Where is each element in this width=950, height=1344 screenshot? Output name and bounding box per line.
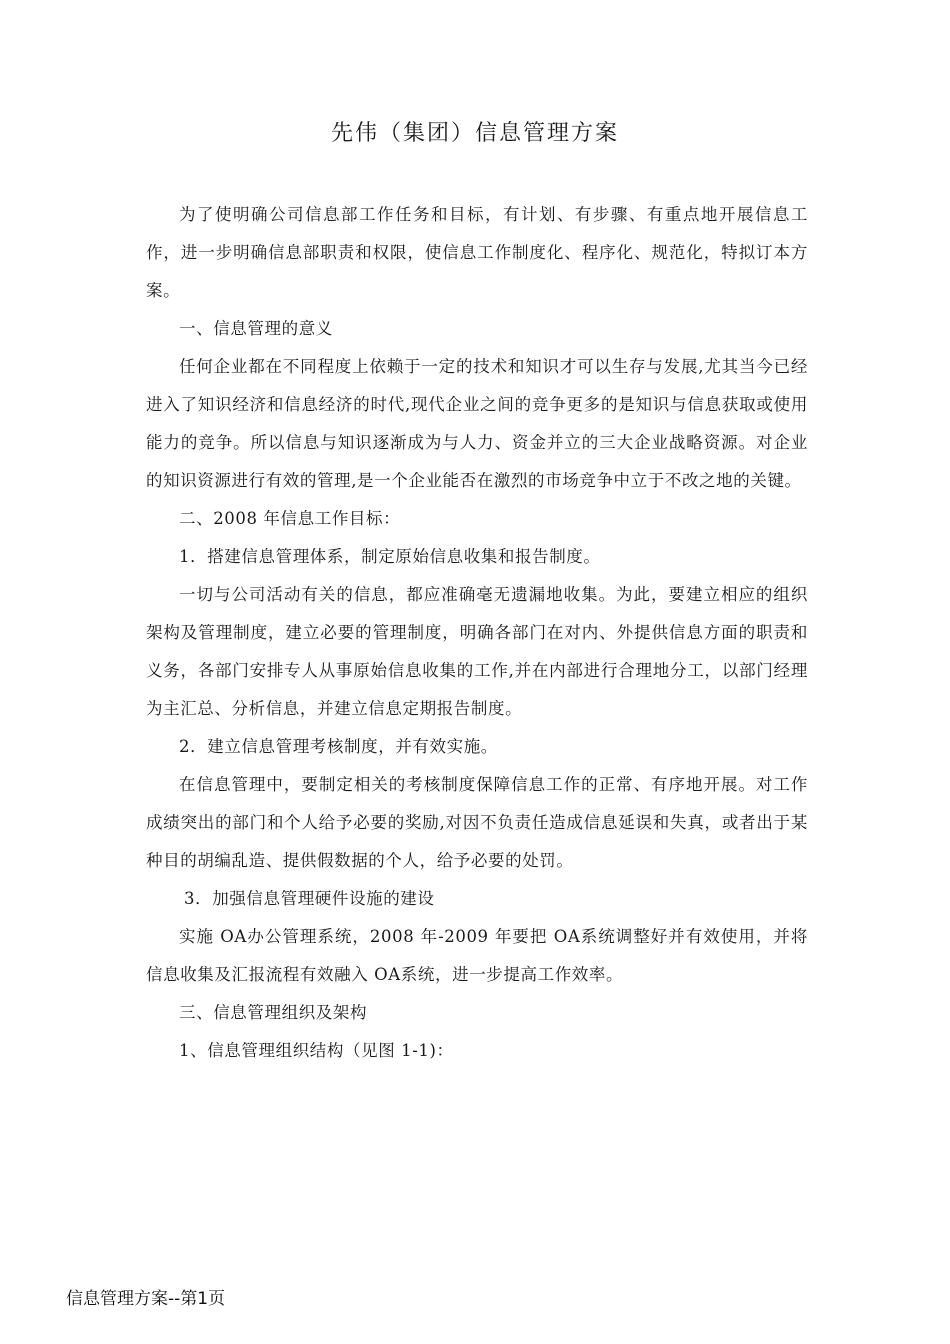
document-title: 先伟（集团）信息管理方案 (330, 121, 619, 146)
page-footer: 信息管理方案--第1页 (66, 1289, 226, 1309)
significance-paragraph: 任何企业都在不同程度上依赖于一定的技术和知识才可以生存与发展,尤其当今已经进入了知识经济和信息经济的时代,现代企业之间的竞争更多的是知识与信息获取或使用能力的竞争。所以信息与知识逐渐成为与人力、资金并立的三大企业战略资源。对企业的知识资源进行有效的管理,是一个企业能否在激烈的市场竞争中立于不改之地的关键。 (146, 357, 808, 490)
goal-item-2-paragraph: 在信息管理中，要制定相关的考核制度保障信息工作的正常、有序地开展。对工作成绩突出的部门和个人给予必要的奖励,对因不负责任造成信息延误和失真，或者出于某种目的胡编乱造、提供假数据的个人，给予必要的处罚。 (146, 775, 808, 870)
goal-item-1-paragraph: 一切与公司活动有关的信息，都应准确毫无遗漏地收集。为此，要建立相应的组织架构及管理制度，建立必要的管理制度，明确各部门在对内、外提供信息方面的职责和义务，各部门安排专人从事原始信息收集的工作,并在内部进行合理地分工，以部门经理为主汇总、分析信息，并建立信息定期报告制度。 (146, 585, 808, 718)
goal-item-3-paragraph: 实施 OA办公管理系统，2008 年-2009 年要把 OA系统调整好并有效使用，并将信息收集及汇报流程有效融入 OA系统，进一步提高工作效率。 (146, 927, 808, 984)
goal-item-2-heading: 2．建立信息管理考核制度，并有效实施。 (179, 737, 498, 756)
section-heading-organization: 三、信息管理组织及架构 (179, 1003, 368, 1022)
organization-item-1: 1、信息管理组织结构（见图 1-1)： (179, 1041, 454, 1060)
intro-paragraph: 为了使明确公司信息部工作任务和目标，有计划、有步骤、有重点地开展信息工作，进一步明确信息部职责和权限，使信息工作制度化、程序化、规范化，特拟订本方案。 (146, 205, 808, 300)
section-heading-goals: 二、2008 年信息工作目标： (179, 509, 401, 528)
section-heading-significance: 一、信息管理的意义 (179, 319, 333, 338)
goal-item-3-heading: 3．加强信息管理硬件设施的建设 (184, 889, 435, 908)
goal-item-1-heading: 1．搭建信息管理体系，制定原始信息收集和报告制度。 (179, 547, 601, 566)
document-body (146, 196, 808, 1070)
